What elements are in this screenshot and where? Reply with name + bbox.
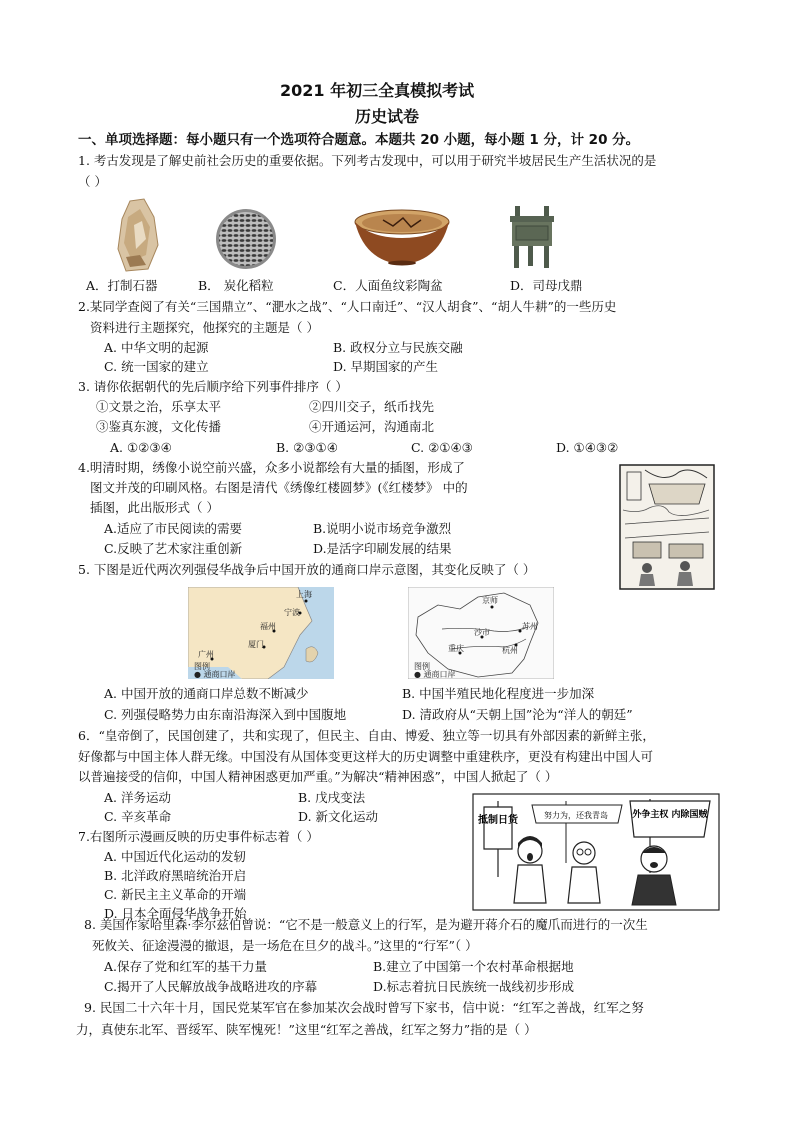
map2-city-shashi: 沙市 xyxy=(474,628,490,637)
map2-city-hangzhou: 杭州 xyxy=(502,646,518,655)
map1-city-xiamen: 厦门 xyxy=(248,640,264,649)
q6-option-d[interactable]: D. 新文化运动 xyxy=(298,809,379,824)
treaty-ports-map-1 xyxy=(188,587,334,679)
map2-city-jingshi: 京师 xyxy=(482,596,498,605)
stone-tool-image xyxy=(116,197,160,273)
q7-option-c[interactable]: C. 新民主主义革命的开端 xyxy=(104,887,247,902)
q6-stem-2: 好像都与中国主体人群无缘。中国没有从国体变更这样大的历史调整中重建秩序，更没有构建出中国人可 xyxy=(78,749,654,764)
q4-stem-3: 插图，此出版形式（ ） xyxy=(90,500,219,515)
carbonized-rice-image xyxy=(215,208,277,270)
q4-option-a[interactable]: A.适应了市民阅读的需要 xyxy=(104,521,243,536)
q5-option-b[interactable]: B. 中国半殖民地化程度进一步加深 xyxy=(402,686,595,701)
q3-option-c[interactable]: C. ②①④③ xyxy=(411,440,473,455)
q3-item-4: ④开通运河，沟通南北 xyxy=(309,419,435,434)
cartoon-sign-sovereignty: 外争主权 内除国贼 xyxy=(632,810,708,820)
q6-stem-3: 以普遍接受的信仰，中国人精神困惑更加严重。”为解决“精神困惑”，中国人掀起了（ ） xyxy=(78,769,558,784)
q1-option-a[interactable]: A．打制石器 xyxy=(86,278,158,293)
q5-option-d[interactable]: D. 清政府从“天朝上国”沦为“洋人的朝廷” xyxy=(402,707,633,722)
q7-stem: 7.右图所示漫画反映的历史事件标志着（ ） xyxy=(78,829,319,844)
q5-stem: 5. 下图是近代两次列强侵华战争后中国开放的通商口岸示意图，其变化反映了（ ） xyxy=(78,562,536,577)
q3-option-d[interactable]: D. ①④③② xyxy=(556,440,619,455)
q8-stem-2: 死攸关、征途漫漫的撤退，是一场危在旦夕的战斗。”这里的“行军”（ ） xyxy=(92,938,478,953)
q1-option-d[interactable]: D．司母戊鼎 xyxy=(510,278,583,293)
q5-option-a[interactable]: A. 中国开放的通商口岸总数不断减少 xyxy=(104,686,309,701)
map1-city-ningbo: 宁波 xyxy=(284,608,300,617)
q8-option-c[interactable]: C.揭开了人民解放战争战略进攻的序幕 xyxy=(104,979,318,994)
q8-option-b[interactable]: B.建立了中国第一个农村革命根据地 xyxy=(373,959,574,974)
map2-city-suzhou: 苏州 xyxy=(522,622,538,631)
q6-option-c[interactable]: C. 辛亥革命 xyxy=(104,809,172,824)
q2-option-d[interactable]: D. 早期国家的产生 xyxy=(333,359,439,374)
q7-option-a[interactable]: A. 中国近代化运动的发轫 xyxy=(104,849,246,864)
q3-item-1: ①文景之治，乐享太平 xyxy=(96,399,222,414)
q1-bracket: （ ） xyxy=(78,174,107,189)
q6-stem: 6．“皇帝倒了，民国创建了，共和实现了，但民主、自由、博爱、独立等一切具有外部因素的新鲜主张， xyxy=(78,728,655,743)
q7-option-d[interactable]: D. 日本全面侵华战争开始 xyxy=(104,906,247,921)
q4-option-c[interactable]: C.反映了艺术家注重创新 xyxy=(104,541,243,556)
map2-legend-title: 图例 xyxy=(414,662,430,671)
q9-stem: 9. 民国二十六年十月，国民党某军官在参加某次会战时曾写下家书，信中说：“红军之善战，红军之努 xyxy=(84,1000,644,1015)
q2-stem-2: 资料进行主题探究，他探究的主题是（ ） xyxy=(90,320,319,335)
exam-subject: 历史试卷 xyxy=(355,107,420,126)
q3-stem: 3. 请你依据朝代的先后顺序给下列事件排序（ ） xyxy=(78,379,348,394)
q8-option-a[interactable]: A.保存了党和红军的基干力量 xyxy=(104,959,268,974)
section-heading: 一、单项选择题：每小题只有一个选项符合题意。本题共 20 小题，每小题 1 分，计 20 分。 xyxy=(78,132,640,148)
cartoon-sign-boycott: 抵制日货 xyxy=(478,815,518,826)
treaty-ports-map-2 xyxy=(408,587,554,679)
q1-option-b[interactable]: B． 炭化稻粒 xyxy=(198,278,274,293)
cartoon-sign-qingdao: 努力为，还我青岛 xyxy=(544,811,608,820)
q2-option-a[interactable]: A. 中华文明的起源 xyxy=(104,340,209,355)
q1-option-c[interactable]: C．人面鱼纹彩陶盆 xyxy=(333,278,443,293)
q8-option-d[interactable]: D.标志着抗日民族统一战线初步形成 xyxy=(373,979,575,994)
q2-stem: 2.某同学查阅了有关“三国鼎立”、“淝水之战”、“人口南迁”、“汉人胡食”、“胡人牛耕”的一些历史 xyxy=(78,299,617,314)
map2-city-chongqing: 重庆 xyxy=(448,644,464,653)
q3-option-a[interactable]: A. ①②③④ xyxy=(110,440,172,455)
novel-illustration-image xyxy=(619,464,715,590)
q4-stem-2: 图文并茂的印刷风格。右图是清代《绣像红楼圆梦》(《红楼梦》 中的 xyxy=(90,480,468,495)
may-fourth-cartoon-image xyxy=(472,793,720,911)
q4-stem: 4.明清时期，绣像小说空前兴盛，众多小说都绘有大量的插图，形成了 xyxy=(78,460,465,475)
simuwu-ding-image xyxy=(506,204,558,270)
q2-option-c[interactable]: C. 统一国家的建立 xyxy=(104,359,209,374)
map1-legend-item: ● 通商口岸 xyxy=(194,670,236,679)
exam-title: 2021 年初三全真模拟考试 xyxy=(280,81,475,100)
q7-option-b[interactable]: B. 北洋政府黑暗统治开启 xyxy=(104,868,247,883)
q4-option-d[interactable]: D.是活字印刷发展的结果 xyxy=(313,541,452,556)
q6-option-a[interactable]: A. 洋务运动 xyxy=(104,790,171,805)
q5-option-c[interactable]: C. 列强侵略势力由东南沿海深入到中国腹地 xyxy=(104,707,347,722)
q2-option-b[interactable]: B. 政权分立与民族交融 xyxy=(333,340,463,355)
map2-legend-item: ● 通商口岸 xyxy=(414,670,456,679)
map1-legend-title: 图例 xyxy=(194,662,210,671)
q9-stem-2: 力，真使东北军、晋绥军、陕军愧死！”这里“红军之善战，红军之努力”指的是（ ） xyxy=(76,1022,537,1037)
q3-item-3: ③鉴真东渡，文化传播 xyxy=(96,419,222,434)
map1-city-shanghai: 上海 xyxy=(296,590,312,599)
map1-city-fuzhou: 福州 xyxy=(260,622,276,631)
q3-option-b[interactable]: B. ②③①④ xyxy=(276,440,338,455)
q4-option-b[interactable]: B.说明小说市场竞争激烈 xyxy=(313,521,452,536)
q6-option-b[interactable]: B. 戊戌变法 xyxy=(298,790,366,805)
q1-stem: 1. 考古发现是了解史前社会历史的重要依据。下列考古发现中，可以用于研究半坡居民生产生活状况的是 xyxy=(78,153,657,168)
q8-stem: 8. 美国作家哈里森·李尔兹伯曾说：“它不是一般意义上的行军，是为避开蒋介石的魔爪而进行的一次生 xyxy=(84,917,648,932)
map1-city-guangzhou: 广州 xyxy=(198,650,214,659)
painted-pottery-basin-image xyxy=(353,208,451,266)
q3-item-2: ②四川交子，纸币找先 xyxy=(309,399,435,414)
